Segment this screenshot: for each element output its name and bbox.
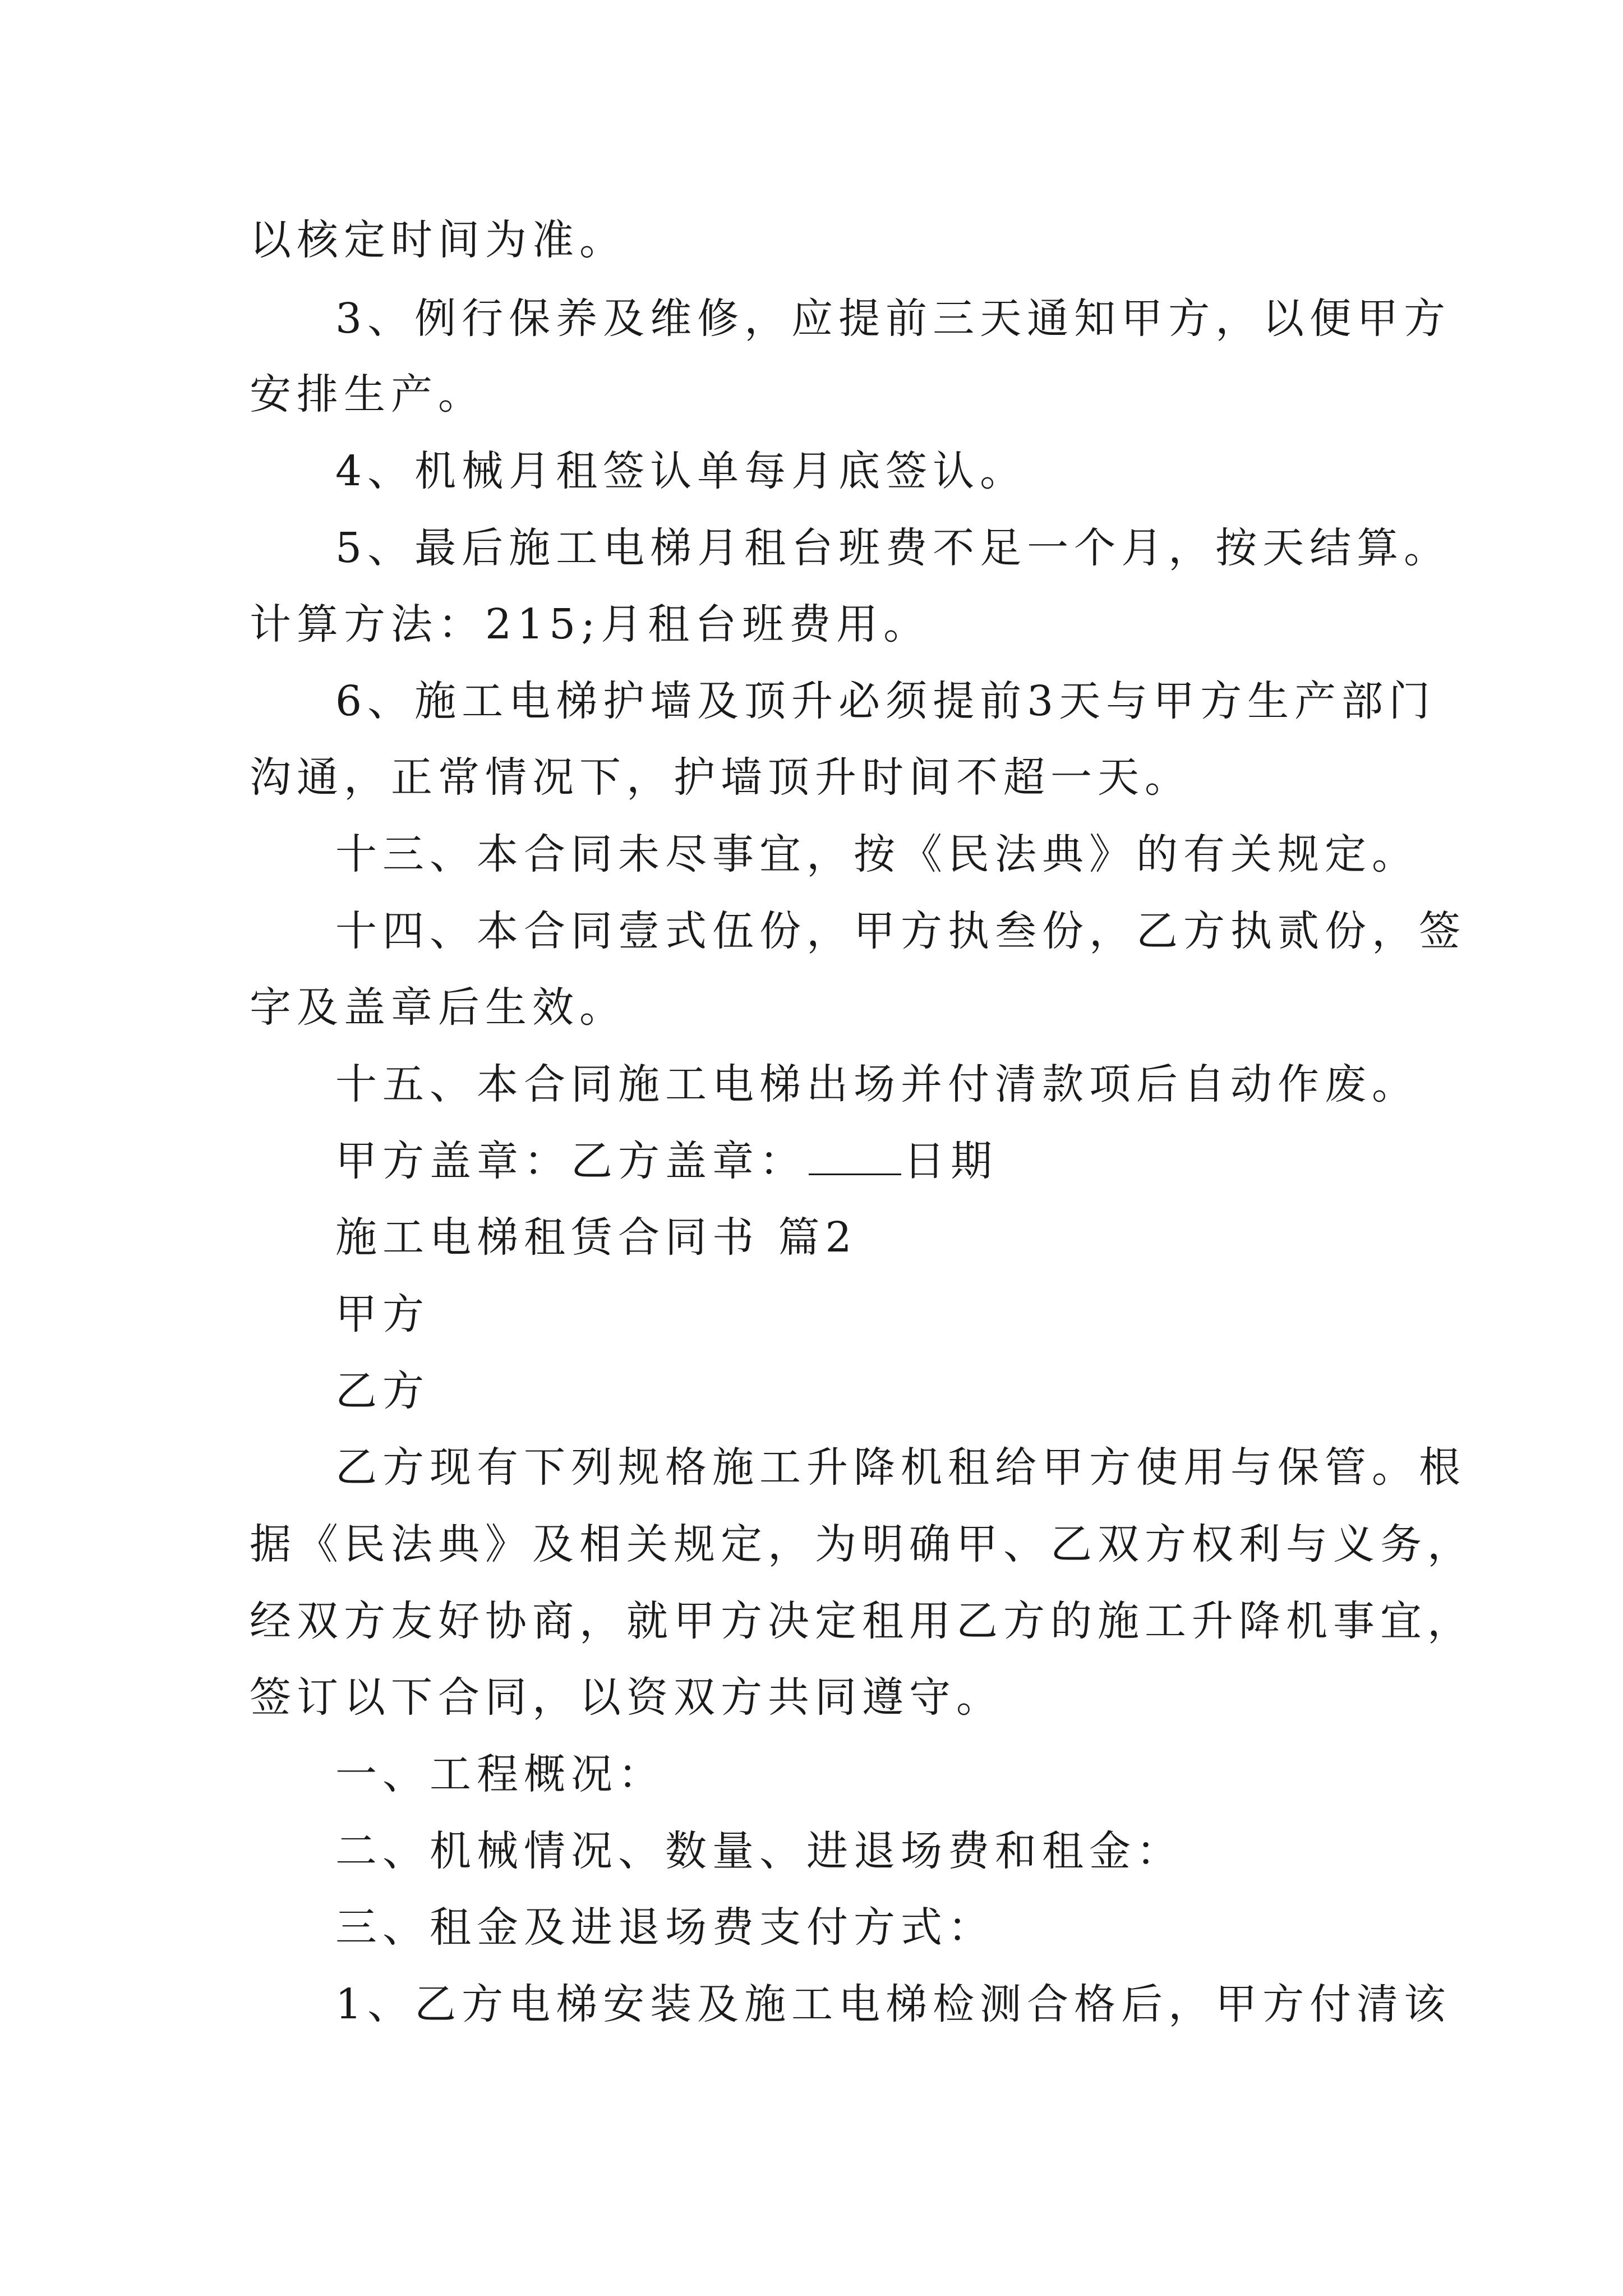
signature-line <box>335 1133 1468 1189</box>
text-line: 一、工程概况： <box>335 1750 665 1798</box>
text-line: 字及盖章后生效。 <box>250 983 626 1032</box>
text-line: 3、例行保养及维修，应提前三天通知甲方，以便甲方 <box>335 295 1451 343</box>
text-line: 十五、本合同施工电梯出场并付清款项后自动作废。 <box>335 1060 1419 1108</box>
text-line: 据《民法典》及相关规定，为明确甲、乙双方权利与义务， <box>250 1520 1474 1568</box>
text-line: 三、租金及进退场费支付方式： <box>335 1903 995 1952</box>
text-line: 经双方友好协商，就甲方决定租用乙方的施工升降机事宜， <box>250 1597 1474 1645</box>
text-line: 沟通，正常情况下，护墙顶升时间不超一天。 <box>250 753 1192 802</box>
party-a-label: 甲方 <box>335 1290 430 1338</box>
text-line: 计算方法：215;月租台班费用。 <box>250 600 931 648</box>
text-line: 6、施工电梯护墙及顶升必须提前3天与甲方生产部门 <box>335 677 1436 725</box>
text-line: 二、机械情况、数量、进退场费和租金： <box>335 1827 1183 1875</box>
text-line: 十四、本合同壹式伍份，甲方执叁份，乙方执贰份，签 <box>335 907 1466 955</box>
text-line: 4、机械月租签认单每月底签认。 <box>335 447 1027 495</box>
text-line: 十三、本合同未尽事宜，按《民法典》的有关规定。 <box>335 830 1419 878</box>
text-line: 安排生产。 <box>250 370 485 418</box>
text-line: 签订以下合同，以资双方共同遵守。 <box>250 1673 1003 1722</box>
signature-label: 甲方盖章：乙方盖章： <box>335 1137 806 1185</box>
date-label: 日期 <box>903 1137 998 1185</box>
text-line: 以核定时间为准。 <box>250 216 626 264</box>
text-line: 1、乙方电梯安装及施工电梯检测合格后，甲方付清该 <box>335 1980 1451 2028</box>
blank-underline <box>809 1134 901 1175</box>
text-line: 5、最后施工电梯月租台班费不足一个月，按天结算。 <box>335 524 1451 572</box>
section-heading: 施工电梯租赁合同书 篇2 <box>335 1213 857 1262</box>
text-line: 乙方现有下列规格施工升降机租给甲方使用与保管。根 <box>335 1443 1466 1492</box>
party-b-label: 乙方 <box>335 1367 430 1415</box>
